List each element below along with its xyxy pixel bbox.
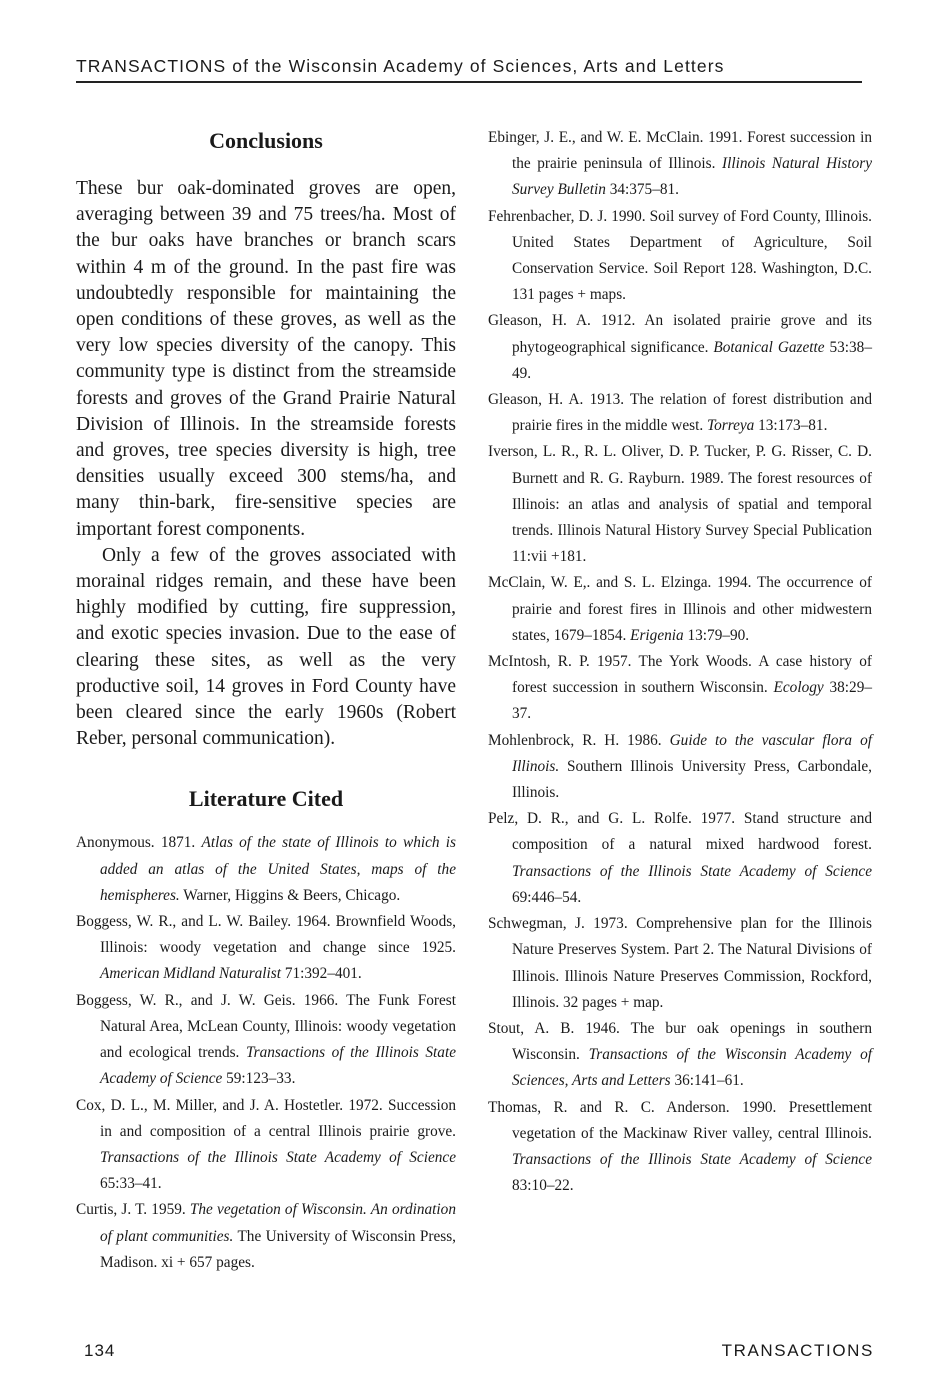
reference-authors: Iverson, L. R., R. L. Oliver, D. P. Tucker, P. G. Risser, C. D. Burnett and R. G. Rayburn. 1989. The forest resources of Illinois: an atlas and analysis of spatial and temporal trends. Illinois Natural History Survey Special Publication 11:vii +181.: [488, 443, 872, 566]
reference-details: 83:10–22.: [512, 1177, 574, 1195]
reference-details: 34:375–81.: [605, 181, 679, 199]
reference-item: [488, 1095, 872, 1200]
reference-authors: Thomas, R. and R. C. Anderson. 1990. Presettlement vegetation of the Mackinaw River valley, central Illinois.: [488, 1098, 872, 1142]
reference-details: Warner, Higgins & Beers, Chicago.: [179, 886, 401, 904]
reference-authors: Boggess, W. R., and J. W. Geis. 1966. The Funk Forest Natural Area, McLean County, Illinois: woody vegetation and ecological trends.: [76, 991, 456, 1062]
reference-item: [488, 649, 872, 728]
reference-authors: McClain, W. E,. and S. L. Elzinga. 1994. The occurrence of prairie and forest fires in Illinois and other midwestern states, 1679–1854.: [488, 574, 872, 644]
reference-item: [488, 806, 872, 911]
reference-authors: Gleason, H. A. 1913. The relation of forest distribution and prairie fires in the middle west.: [488, 391, 872, 435]
reference-item: [76, 988, 456, 1093]
right-column: [488, 125, 872, 1199]
reference-authors: Pelz, D. R., and G. L. Rolfe. 1977. Stand structure and composition of a natural mixed hardwood forest.: [488, 810, 872, 854]
reference-title: Erigenia: [630, 626, 684, 644]
conclusions-paragraph-2: Only a few of the groves associated with morainal ridges remain, and these have been highly modified by cutting, fire suppression, and exotic species invasion. Due to the ease of clearing these sites, as well as the very productive soil, 14 groves in Ford County have been cleared since the early 1960s (Robert Reber, personal communication).: [76, 544, 456, 750]
conclusions-paragraph-1: These bur oak-dominated groves are open, averaging between 39 and 75 trees/ha. Most of the bur oaks have branches or branch scars within 4 m of the ground. In the past fire was undoubtedly responsible for maintaining the open conditions of these groves, as well as the very low species diversity of the canopy. This community type is distinct from the streamside forests and groves of the Grand Prairie Natural Division of Illinois. In the streamside forests and groves, tree species diversity is high, tree densities usually exceed 300 stems/ha, and many thin-bark, fire-sensitive species are important forest components.: [76, 178, 456, 540]
reference-authors: Anonymous. 1871.: [76, 834, 202, 852]
reference-authors: Curtis, J. T. 1959.: [76, 1201, 190, 1219]
reference-authors: Boggess, W. R., and L. W. Bailey. 1964. Brownfield Woods, Illinois: woody vegetation and change since 1925.: [76, 913, 456, 957]
reference-item: [488, 308, 872, 387]
literature-cited-heading: Literature Cited: [188, 786, 344, 812]
reference-details: 53:38–49.: [512, 338, 872, 382]
reference-details: 13:173–81.: [754, 417, 828, 435]
reference-details: 38:29–37.: [512, 679, 872, 723]
reference-item: [488, 125, 872, 204]
reference-details: 59:123–33.: [222, 1070, 296, 1088]
page-number: 134: [84, 1341, 116, 1360]
reference-title: Ecology: [773, 679, 824, 697]
reference-title: The vegetation of Wisconsin. An ordination of plant communities.: [100, 1201, 456, 1245]
reference-item: [488, 387, 872, 439]
reference-item: [76, 1093, 456, 1198]
reference-item: [488, 439, 872, 570]
reference-title: Torreya: [706, 417, 755, 435]
conclusions-heading: Conclusions: [209, 128, 323, 153]
reference-details: 36:141–61.: [670, 1072, 744, 1090]
reference-details: Southern Illinois University Press, Carbondale, Illinois.: [512, 757, 872, 802]
reference-item: [76, 909, 456, 988]
reference-item: [76, 830, 456, 909]
reference-title: Transactions of the Illinois State Academy of Science: [512, 1150, 872, 1168]
reference-authors: Fehrenbacher, D. J. 1990. Soil survey of Ford County, Illinois. United States Department of Agriculture, Soil Conservation Service. Soil Report 128. Washington, D.C. 131 pages + maps.: [488, 207, 872, 304]
reference-list-right: [488, 125, 872, 1199]
reference-details: The University of Wisconsin Press, Madison. xi + 657 pages.: [100, 1227, 456, 1271]
reference-authors: Mohlenbrock, R. H. 1986.: [488, 731, 670, 749]
reference-authors: McIntosh, R. P. 1957. The York Woods. A case history of forest succession in southern Wisconsin.: [488, 653, 872, 697]
reference-item: [488, 570, 872, 649]
reference-title: American Midland Naturalist: [100, 965, 282, 983]
reference-details: 69:446–54.: [512, 888, 582, 906]
reference-authors: Schwegman, J. 1973. Comprehensive plan for the Illinois Nature Preserves System. Part 2. The Natural Divisions of Illinois. Illinois Nature Preserves Commission, Rockford, Illinois. 32 pages + map.: [488, 915, 872, 1011]
reference-authors: Cox, D. L., M. Miller, and J. A. Hostetler. 1972. Succession in and composition of a central Illinois prairie grove.: [76, 1096, 456, 1140]
reference-title: Botanical Gazette: [713, 338, 825, 356]
reference-title: Transactions of the Wisconsin Academy of Sciences, Arts and Letters: [512, 1046, 872, 1090]
reference-title: Transactions of the Illinois State Academy of Science: [512, 862, 872, 880]
reference-details: 65:33–41.: [100, 1175, 162, 1193]
reference-authors: Stout, A. B. 1946. The bur oak openings in southern Wisconsin.: [488, 1019, 872, 1064]
reference-list-left: [76, 830, 456, 1275]
reference-item: [488, 1016, 872, 1095]
reference-title: Transactions of the Illinois State Academy of Science: [100, 1148, 456, 1166]
header-rule: [76, 81, 862, 83]
reference-title: Atlas of the state of Illinois to which is added an atlas of the United States, maps of the hemispheres.: [100, 834, 456, 904]
reference-title: Transactions of the Illinois State Academy of Science: [100, 1044, 456, 1088]
reference-item: [488, 728, 872, 807]
reference-details: 71:392–401.: [281, 965, 362, 983]
running-header: TRANSACTIONS of the Wisconsin Academy of Sciences, Arts and Letters: [76, 56, 725, 76]
reference-details: 13:79–90.: [683, 626, 750, 644]
reference-item: [488, 911, 872, 1016]
reference-title: Illinois Natural History Survey Bulletin: [512, 155, 872, 199]
reference-authors: Gleason, H. A. 1912. An isolated prairie grove and its phytogeographical significance.: [488, 312, 872, 356]
reference-authors: Ebinger, J. E., and W. E. McClain. 1991. Forest succession in the prairie peninsula of Illinois.: [488, 129, 872, 173]
reference-title: Guide to the vascular flora of Illinois.: [512, 731, 872, 775]
reference-item: [76, 1197, 456, 1276]
footer-running-title: TRANSACTIONS: [721, 1341, 874, 1360]
left-column: [76, 100, 456, 1276]
reference-item: [488, 204, 872, 309]
